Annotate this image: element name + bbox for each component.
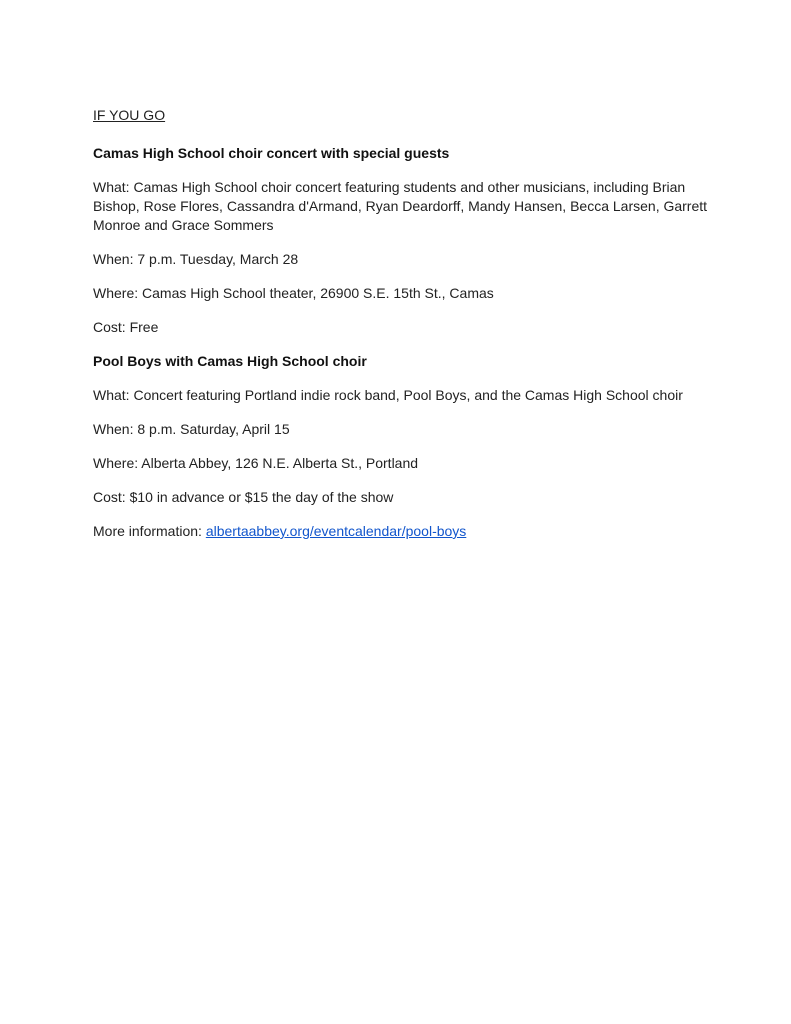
document-page xyxy=(93,106,733,556)
event-2-what: What: Concert featuring Portland indie rock band, Pool Boys, and the Camas High School choir xyxy=(93,387,683,403)
event-1 xyxy=(93,144,733,337)
event-2-title: Pool Boys with Camas High School choir xyxy=(93,353,367,369)
event-1-what: What: Camas High School choir concert featuring students and other musicians, including Brian Bishop, Rose Flores, Cassandra d'Armand, Ryan Deardorff, Mandy Hansen, Becca Larsen, Garrett Monroe and Grace Sommers xyxy=(93,179,708,233)
event-2-where: Where: Alberta Abbey, 126 N.E. Alberta St., Portland xyxy=(93,455,419,471)
event-link[interactable]: albertaabbey.org/eventcalendar/pool-boys xyxy=(205,523,467,539)
event-1-cost: Cost: Free xyxy=(93,319,159,335)
event-2-more-info xyxy=(93,522,733,541)
document-heading xyxy=(93,106,733,129)
event-1-where: Where: Camas High School theater, 26900 S.E. 15th St., Camas xyxy=(93,285,494,301)
event-1-title: Camas High School choir concert with special guests xyxy=(93,145,450,161)
event-2 xyxy=(93,352,733,541)
if-you-go-heading: IF YOU GO xyxy=(93,107,166,123)
event-2-when: When: 8 p.m. Saturday, April 15 xyxy=(93,421,290,437)
event-1-when: When: 7 p.m. Tuesday, March 28 xyxy=(93,251,299,267)
event-2-cost: Cost: $10 in advance or $15 the day of the show xyxy=(93,489,394,505)
more-info-label: More information: xyxy=(93,523,206,539)
